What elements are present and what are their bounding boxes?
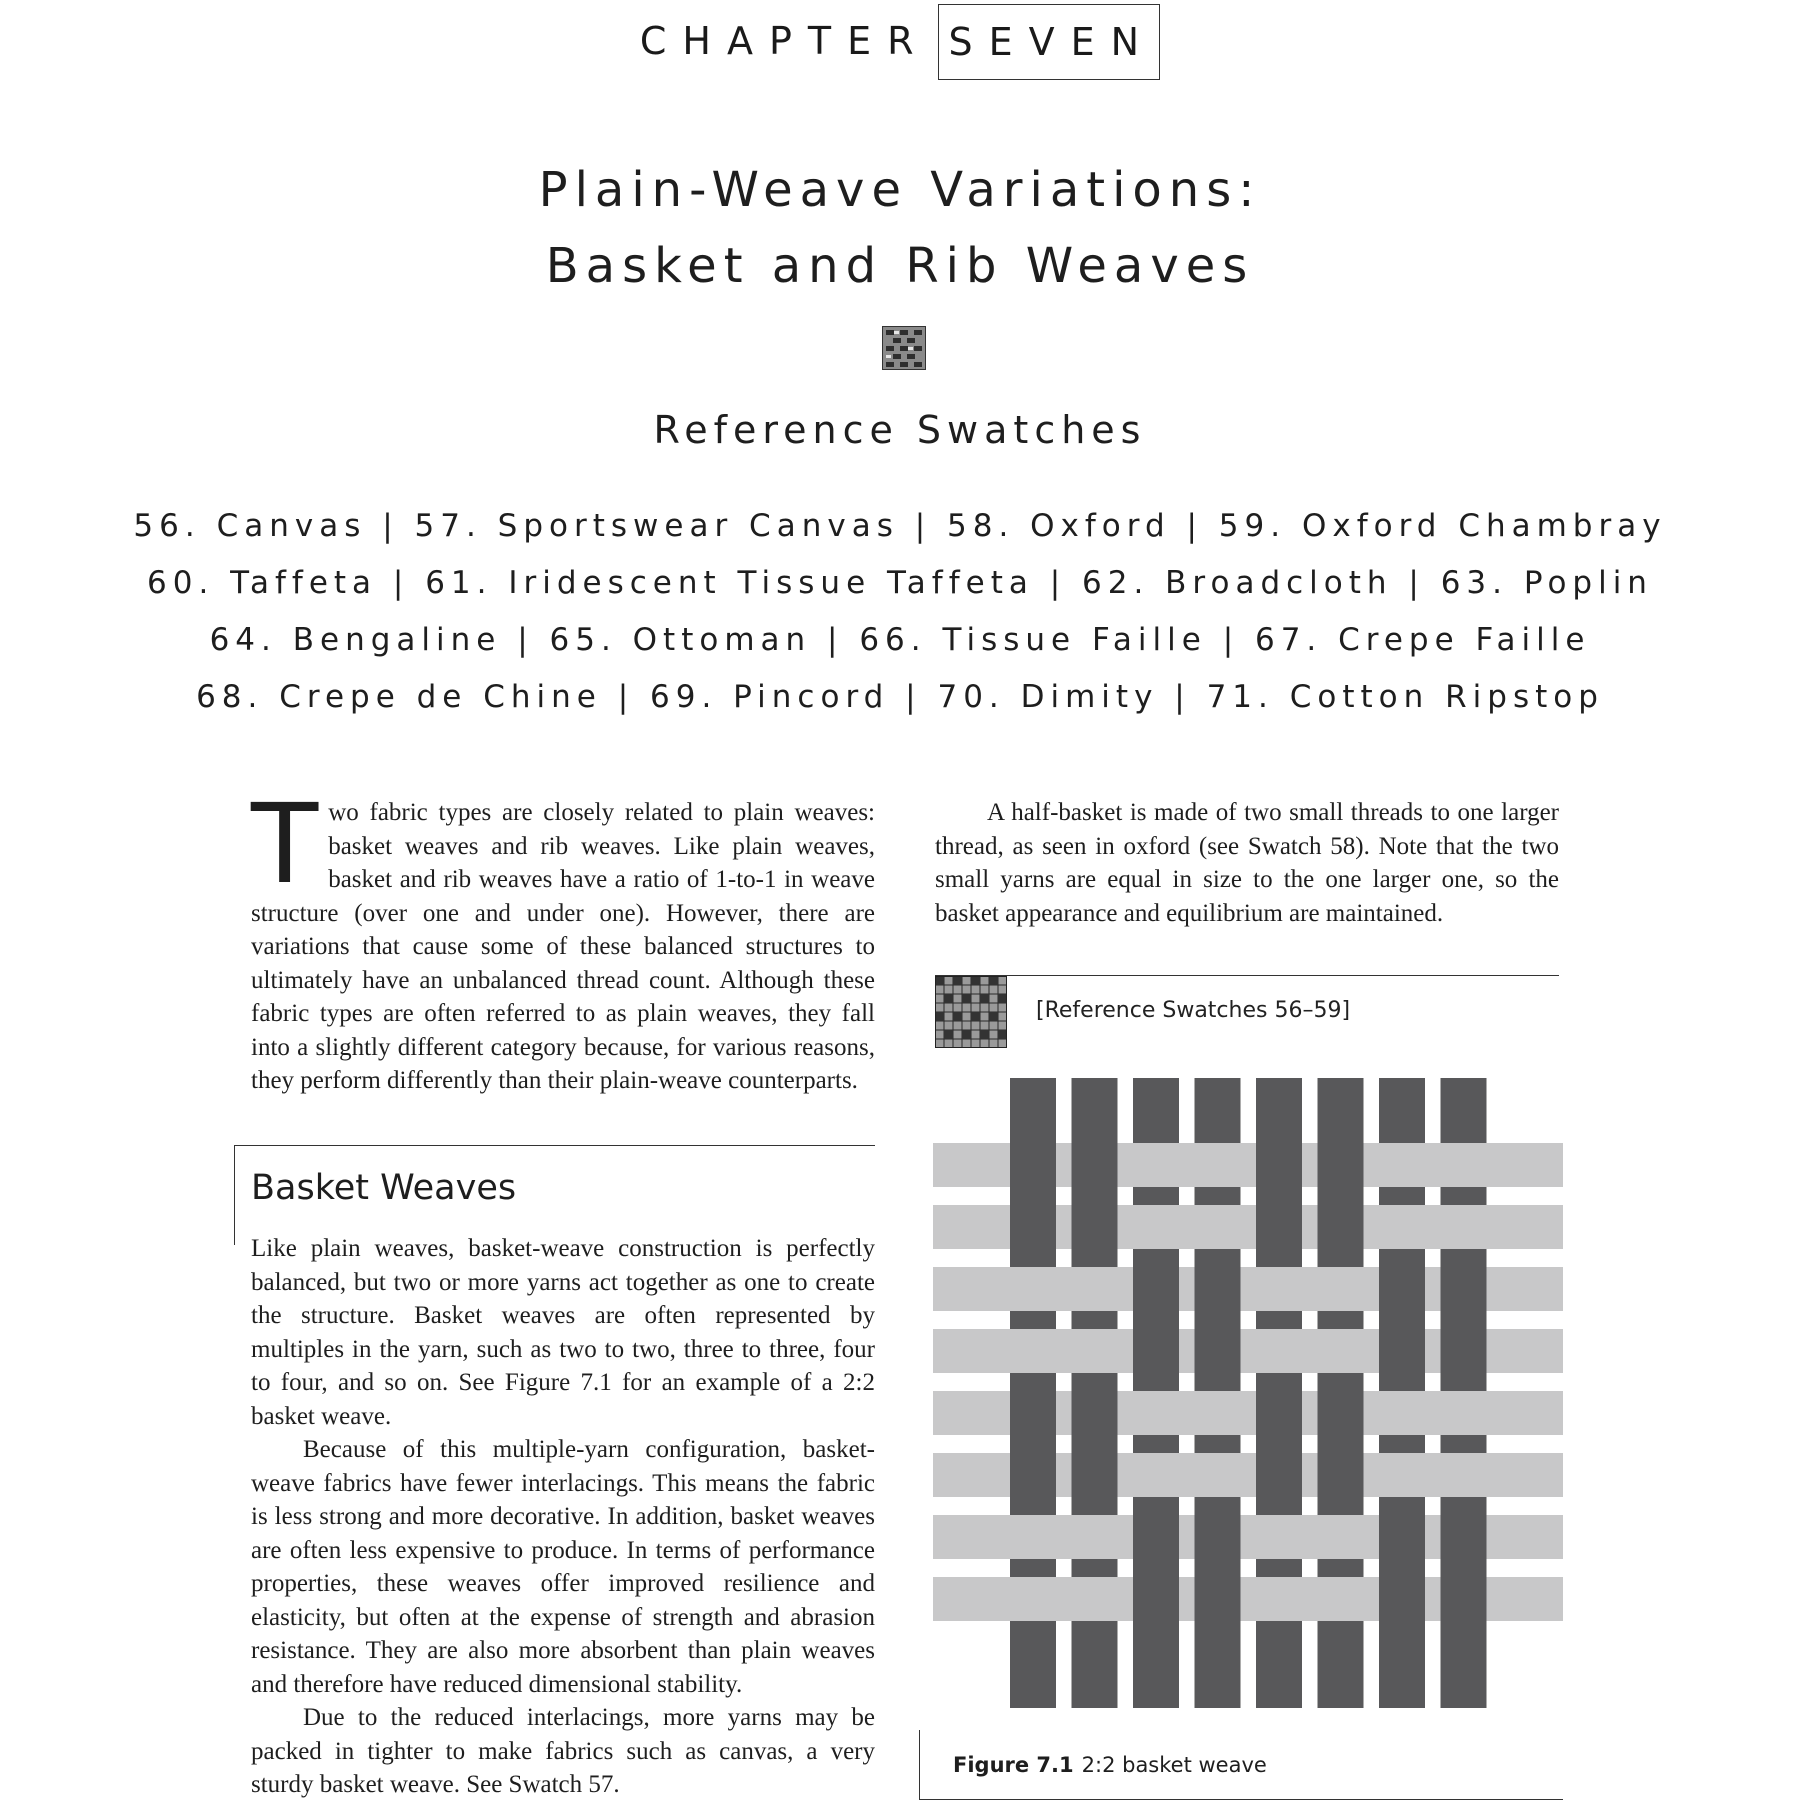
chapter-number-box: SEVEN xyxy=(938,4,1161,80)
warp-float xyxy=(1256,1143,1302,1187)
figure-number: Figure 7.1 xyxy=(953,1753,1074,1777)
warp-float xyxy=(1010,1391,1056,1435)
weave-swatch-icon xyxy=(935,976,1007,1048)
warp-float xyxy=(1318,1205,1364,1249)
warp-float xyxy=(1195,1577,1241,1621)
drop-cap: T xyxy=(251,780,319,908)
warp-float xyxy=(1318,1391,1364,1435)
figure-caption-text: 2:2 basket weave xyxy=(1081,1753,1267,1777)
basket-weave-figure xyxy=(933,1078,1563,1708)
swatch-list-line: 64. Bengaline | 65. Ottoman | 66. Tissue Faille | 67. Crepe Faille xyxy=(209,622,1591,658)
basket-weaves-heading: Basket Weaves xyxy=(251,1168,517,1208)
warp-float xyxy=(1133,1515,1179,1559)
warp-float xyxy=(1441,1267,1487,1311)
warp-float xyxy=(1441,1329,1487,1373)
warp-float xyxy=(1256,1205,1302,1249)
chapter-title-line-2: Basket and Rib Weaves xyxy=(545,238,1255,294)
weave-layer xyxy=(933,1078,1563,1708)
intro-text: wo fabric types are closely related to plain weaves: basket weaves and rib weaves. Like plain weaves, basket and rib weaves have a ratio of 1-to-1 in weave structure (over one and under one). However, there are variations that cause some of these balanced structures to ultimately have an unbalanced thread count. Although these fabric types are often referred to as plain weaves, they fall into a slightly different category because, for various reasons, they perform differently than their plain-weave counterparts. xyxy=(251,799,875,1094)
warp-float xyxy=(1441,1577,1487,1621)
warp-float xyxy=(1010,1453,1056,1497)
half-basket-paragraph xyxy=(935,796,1559,930)
warp-float xyxy=(1133,1329,1179,1373)
figure-caption xyxy=(953,1753,1267,1777)
warp-float xyxy=(1072,1391,1118,1435)
body-paragraph: A half-basket is made of two small threads to one larger thread, as seen in oxford (see Swatch 58). Note that the two small yarns are equal in size to the one larger one, so the basket appearance and equilibrium are maintained. xyxy=(935,799,1559,927)
section-rule xyxy=(234,1145,875,1146)
warp-float xyxy=(1195,1329,1241,1373)
warp-float xyxy=(1441,1515,1487,1559)
swatch-list-line: 56. Canvas | 57. Sportswear Canvas | 58. Oxford | 59. Oxford Chambray xyxy=(133,508,1667,544)
warp-float xyxy=(1133,1267,1179,1311)
warp-float xyxy=(1379,1329,1425,1373)
warp-float xyxy=(1379,1577,1425,1621)
intro-paragraph xyxy=(251,780,875,1098)
chapter-title xyxy=(0,152,1800,304)
reference-box-rule xyxy=(935,975,1559,976)
warp-float xyxy=(1318,1143,1364,1187)
body-paragraph: Due to the reduced interlacings, more yarns may be packed in tighter to make fabrics such as canvas, a very sturdy basket weave. See Swatch 57. xyxy=(251,1704,875,1798)
caption-rule-vertical xyxy=(919,1730,920,1800)
warp-float xyxy=(1379,1267,1425,1311)
reference-swatches-heading: Reference Swatches xyxy=(653,408,1147,452)
section-rule-vertical xyxy=(234,1145,235,1245)
warp-float xyxy=(1195,1267,1241,1311)
warp-float xyxy=(1072,1143,1118,1187)
body-paragraph: Like plain weaves, basket-weave construction is perfectly balanced, but two or more yarns act together as one to create the structure. Basket weaves are often represented by multiples in the yarn, such as two to two, three to three, four to four, and so on. See Figure 7.1 for an example of a 2:2 basket weave. xyxy=(251,1235,875,1430)
chapter-title-line-1: Plain-Weave Variations: xyxy=(538,162,1262,218)
warp-float xyxy=(1379,1515,1425,1559)
chapter-label: CHAPTER xyxy=(639,19,930,63)
basket-weaves-body xyxy=(251,1232,875,1802)
warp-float xyxy=(1010,1143,1056,1187)
warp-float xyxy=(1133,1577,1179,1621)
warp-float xyxy=(1195,1515,1241,1559)
weave-ornament-icon xyxy=(882,326,926,370)
swatch-list-line: 68. Crepe de Chine | 69. Pincord | 70. Dimity | 71. Cotton Ripstop xyxy=(196,679,1604,715)
warp-float xyxy=(1010,1205,1056,1249)
reference-swatches-label: [Reference Swatches 56–59] xyxy=(1036,998,1351,1023)
warp-float xyxy=(1072,1453,1118,1497)
warp-float xyxy=(1072,1205,1118,1249)
swatch-list-line: 60. Taffeta | 61. Iridescent Tissue Taffeta | 62. Broadcloth | 63. Poplin xyxy=(147,565,1653,601)
chapter-header xyxy=(0,4,1800,80)
warp-float xyxy=(1318,1453,1364,1497)
swatch-list xyxy=(0,498,1800,726)
warp-float xyxy=(1256,1453,1302,1497)
warp-float xyxy=(1256,1391,1302,1435)
body-paragraph: Because of this multiple-yarn configuration, basket-weave fabrics have fewer interlacings. This means the fabric is less strong and more decorative. In addition, basket weaves are often less expensive to produce. In terms of performance properties, these weaves offer improved resilience and elasticity, but often at the expense of strength and abrasion resistance. They are also more absorbent than plain weaves and therefore have reduced dimensional stability. xyxy=(251,1436,875,1698)
